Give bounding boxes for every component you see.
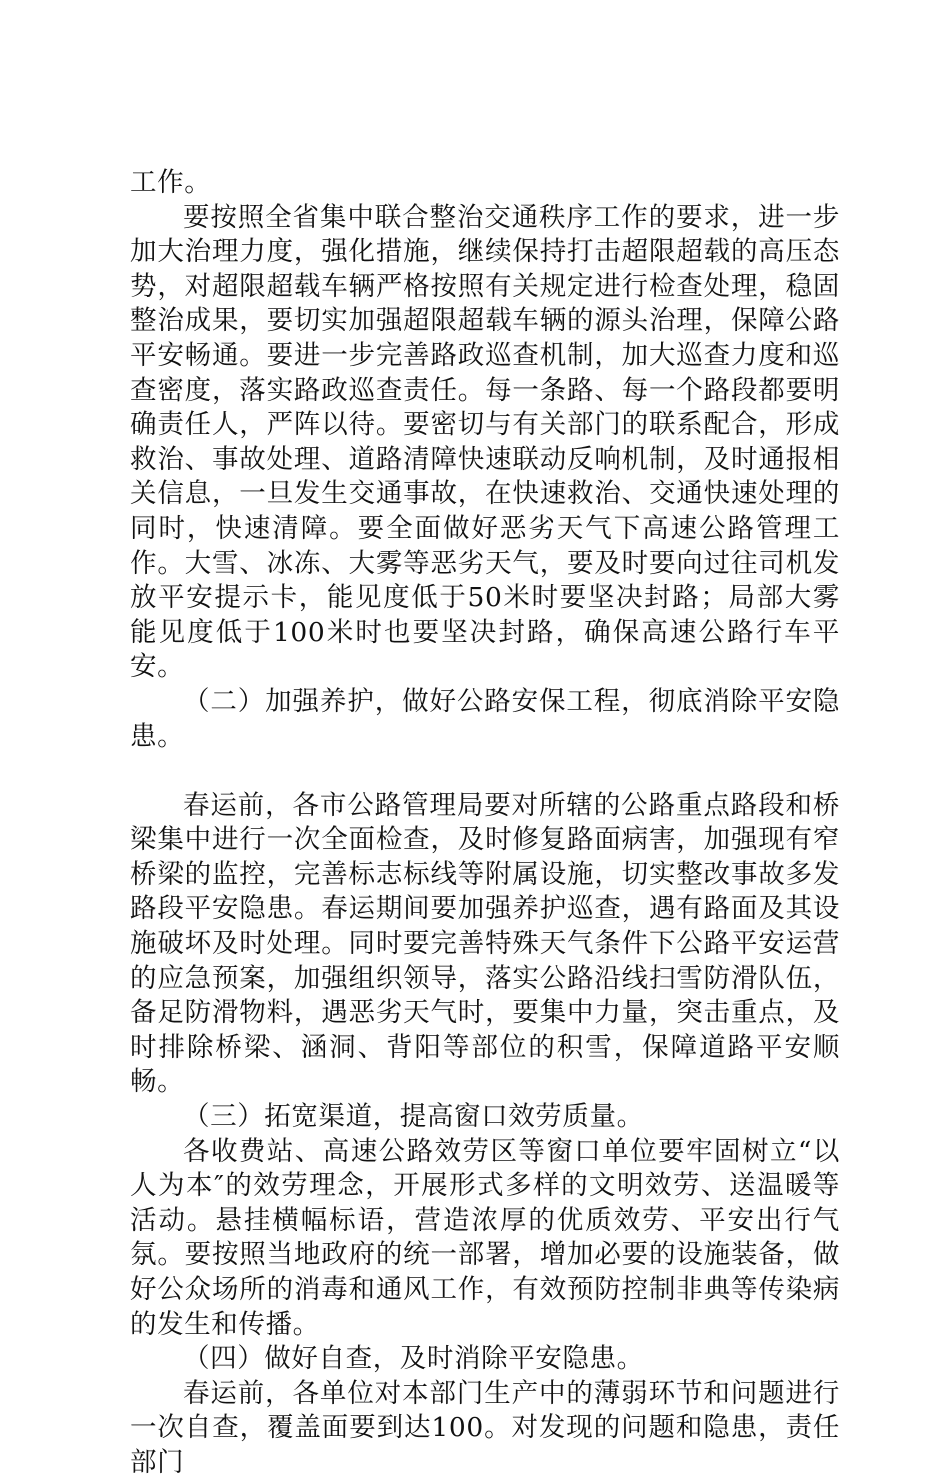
paragraph-continuation: 工作。: [130, 167, 212, 198]
document-body: [130, 166, 840, 1481]
section-heading-3: （三）拓宽渠道，提高窗口效劳质量。: [183, 1101, 644, 1133]
paragraph-service-quality: 各收费站、高速公路效劳区等窗口单位要牢固树立“以人为本″的效劳理念，开展形式多样的文明效劳、送温暖等活动。悬挂横幅标语，营造浓厚的优质效劳、平安出行气氛。要按照当地政府的统一部署，增加必要的设施装备，做好公众场所的消毒和通风工作，有效预防控制非典等传染病的发生和传播。: [130, 1135, 840, 1340]
section-heading-2: （二）加强养护，做好公路安保工程，彻底消除平安隐患。: [130, 685, 840, 752]
paragraph-self-inspection: 春运前，各单位对本部门生产中的薄弱环节和问题进行一次自查，覆盖面要到达100。对发现的问题和隐患，责任部门: [130, 1377, 840, 1478]
section-heading-4: （四）做好自查，及时消除平安隐患。: [183, 1343, 644, 1375]
paragraph-traffic-order: 要按照全省集中联合整治交通秩序工作的要求，进一步加大治理力度，强化措施，继续保持打击超限超载的高压态势，对超限超载车辆严格按照有关规定进行检查处理，稳固整治成果，要切实加强超限超载车辆的源头治理，保障公路平安畅通。要进一步完善路政巡查机制，加大巡查力度和巡查密度，落实路政巡查责任。每一条路、每一个路段都要明确责任人，严阵以待。要密切与有关部门的联系配合，形成救治、事故处理、道路清障快速联动反响机制，及时通报相关信息，一旦发生交通事故，在快速救治、交通快速处理的同时，快速清障。要全面做好恶劣天气下高速公路管理工作。大雪、冰冻、大雾等恶劣天气，要及时要向过往司机发放平安提示卡，能见度低于50米时要坚决封路；局部大雾能见度低于100米时也要坚决封路，确保高速公路行车平安。: [130, 201, 840, 683]
paragraph-maintenance: 春运前，各市公路管理局要对所辖的公路重点路段和桥梁集中进行一次全面检查，及时修复路面病害，加强现有窄桥梁的监控，完善标志标线等附属设施，切实整改事故多发路段平安隐患。春运期间要加强养护巡查，遇有路面及其设施破坏及时处理。同时要完善特殊天气条件下公路平安运营的应急预案，加强组织领导，落实公路沿线扫雪防滑队伍，备足防滑物料，遇恶劣天气时，要集中力量，突击重点，及时排除桥梁、涵洞、背阳等部位的积雪，保障道路平安顺畅。: [130, 789, 840, 1098]
